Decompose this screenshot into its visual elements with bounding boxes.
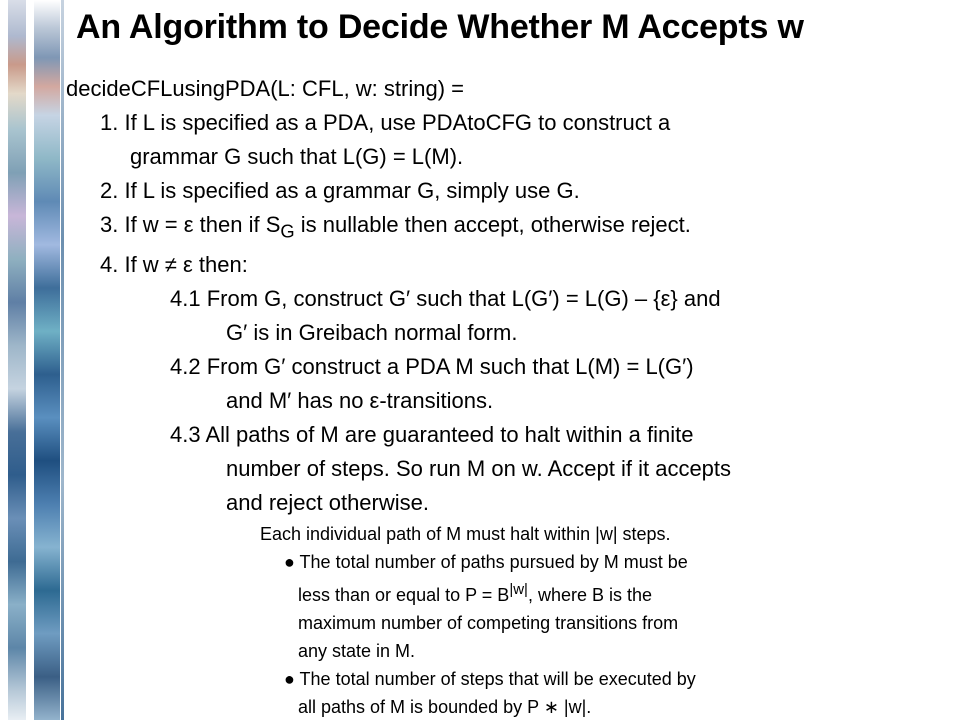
step-3-subscript: G [280,220,295,242]
step-4-2-continued: and M′ has no ε-transitions. [226,388,494,414]
note-paths-continued-2: maximum number of competing transitions from [298,613,679,634]
decorative-stripe-left [8,0,26,720]
function-signature: decideCFLusingPDA(L: CFL, w: string) = [66,76,464,101]
decorative-stripe-thin [61,0,64,720]
decorative-stripe-right [34,0,60,720]
note-paths-bullet: ● The total number of paths pursued by M must be [284,552,688,573]
slide-body [66,72,946,721]
note-path-halt: Each individual path of M must halt within |w| steps. [260,524,671,545]
step-4-3-continued-2: and reject otherwise. [226,490,429,516]
step-3-text-rest: is nullable then accept, otherwise reject. [294,212,691,237]
note-paths-continued-1 [66,576,946,609]
step-4-2: 4.2 From G′ construct a PDA M such that L(M) = L(G′) [170,354,694,380]
step-4-3: 4.3 All paths of M are guaranteed to halt within a finite [170,422,694,448]
step-1-continued: grammar G such that L(G) = L(M). [130,144,464,169]
step-2: 2. If L is specified as a grammar G, simply use G. [100,178,580,203]
note-steps-continued: all paths of M is bounded by P ∗ |w|. [298,697,592,718]
step-1: 1. If L is specified as a PDA, use PDAtoCFG to construct a [100,110,671,135]
step-4-1: 4.1 From G, construct G′ such that L(G′) = L(G) – {ε} and [170,286,721,312]
note-paths-text-rest: , where B is the [527,585,653,606]
slide-title: An Algorithm to Decide Whether M Accepts w [76,8,804,46]
note-paths-continued-3: any state in M. [298,641,416,662]
step-3-text: 3. If w = ε then if S [100,212,281,237]
step-3 [66,208,946,248]
note-steps-bullet: ● The total number of steps that will be executed by [284,669,696,690]
step-4: 4. If w ≠ ε then: [100,252,248,278]
step-4-1-continued: G′ is in Greibach normal form. [226,320,518,346]
step-4-3-continued-1: number of steps. So run M on w. Accept if it accepts [226,456,732,482]
note-paths-superscript: |w| [509,581,528,599]
note-paths-text: less than or equal to P = B [298,585,510,606]
